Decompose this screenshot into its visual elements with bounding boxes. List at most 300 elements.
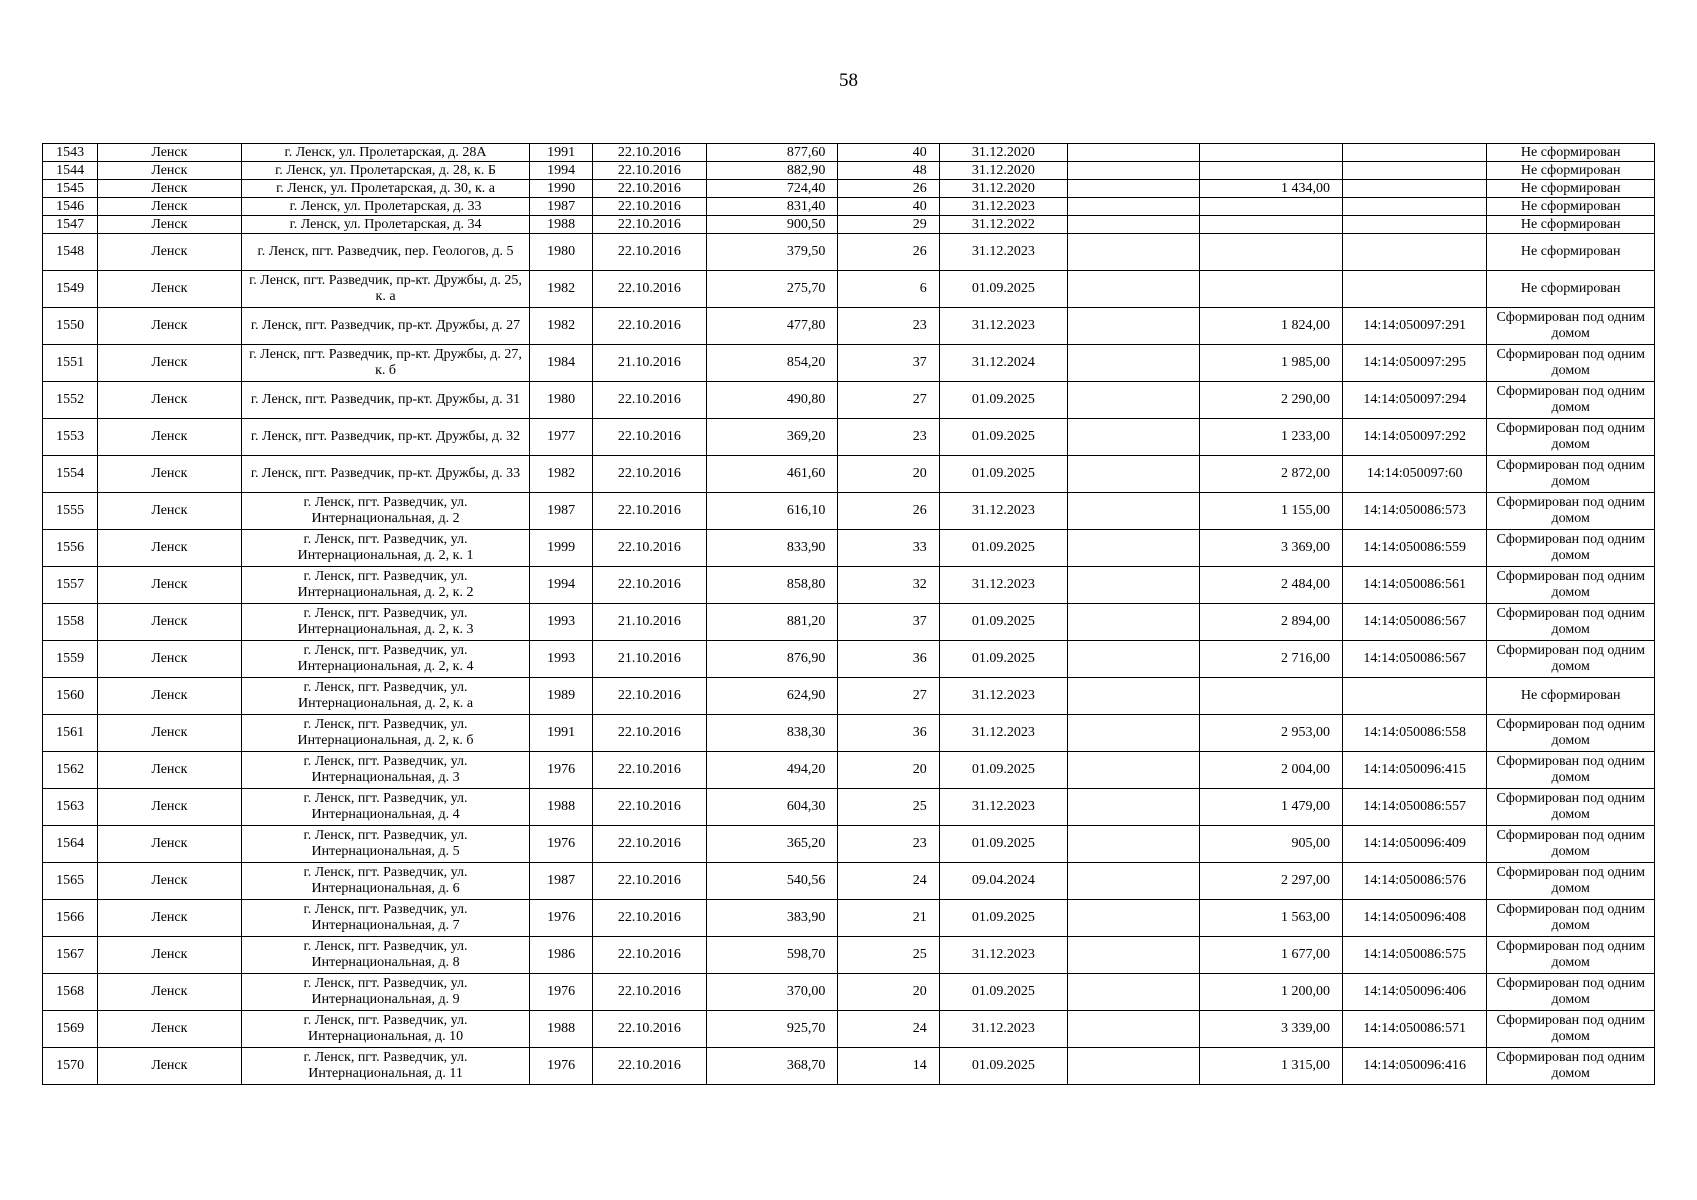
cell-residents-count: 24 — [838, 863, 939, 900]
cell-row-number: 1543 — [43, 144, 98, 162]
cell-survey-date: 22.10.2016 — [592, 1011, 706, 1048]
cell-land-status: Не сформирован — [1487, 234, 1655, 271]
cell-row-number: 1552 — [43, 382, 98, 419]
cell-cadastral-number: 14:14:050086:557 — [1342, 789, 1486, 826]
cell-year-built: 1977 — [530, 419, 592, 456]
cell-year-built: 1989 — [530, 678, 592, 715]
cell-residents-count: 26 — [838, 180, 939, 198]
cell-land-status: Не сформирован — [1487, 678, 1655, 715]
cell-survey-date: 22.10.2016 — [592, 530, 706, 567]
cell-cadastral-number — [1342, 271, 1486, 308]
cell-blank-column — [1068, 382, 1199, 419]
cell-municipality: Ленск — [98, 271, 241, 308]
cell-year-built: 1976 — [530, 1048, 592, 1085]
cell-deadline-date: 01.09.2025 — [939, 530, 1067, 567]
cell-municipality: Ленск — [98, 715, 241, 752]
cell-address: г. Ленск, ул. Пролетарская, д. 28, к. Б — [241, 162, 530, 180]
housing-registry-table — [42, 143, 1655, 1085]
cell-cadastral-number: 14:14:050097:291 — [1342, 308, 1486, 345]
cell-deadline-date: 01.09.2025 — [939, 271, 1067, 308]
cell-address: г. Ленск, пгт. Разведчик, ул. Интернациональная, д. 2, к. б — [241, 715, 530, 752]
cell-residents-count: 25 — [838, 937, 939, 974]
cell-blank-column — [1068, 974, 1199, 1011]
table-row — [43, 900, 1655, 937]
cell-cadastral-number: 14:14:050096:406 — [1342, 974, 1486, 1011]
cell-row-number: 1565 — [43, 863, 98, 900]
cell-address: г. Ленск, пгт. Разведчик, ул. Интернациональная, д. 2, к. 3 — [241, 604, 530, 641]
cell-cadastral-number: 14:14:050096:408 — [1342, 900, 1486, 937]
cell-cadastral-number: 14:14:050097:292 — [1342, 419, 1486, 456]
cell-row-number: 1548 — [43, 234, 98, 271]
cell-deadline-date: 01.09.2025 — [939, 1048, 1067, 1085]
cell-cadastral-number — [1342, 678, 1486, 715]
cell-land-area: 2 953,00 — [1199, 715, 1342, 752]
cell-cadastral-number: 14:14:050086:573 — [1342, 493, 1486, 530]
cell-address: г. Ленск, пгт. Разведчик, ул. Интернациональная, д. 2, к. а — [241, 678, 530, 715]
table-row — [43, 678, 1655, 715]
cell-address: г. Ленск, пгт. Разведчик, пр-кт. Дружбы, д. 32 — [241, 419, 530, 456]
cell-blank-column — [1068, 752, 1199, 789]
cell-land-status: Сформирован под одним домом — [1487, 530, 1655, 567]
table-row — [43, 144, 1655, 162]
cell-total-area: 858,80 — [707, 567, 838, 604]
cell-land-area: 1 985,00 — [1199, 345, 1342, 382]
cell-municipality: Ленск — [98, 974, 241, 1011]
cell-address: г. Ленск, пгт. Разведчик, пер. Геологов, д. 5 — [241, 234, 530, 271]
cell-land-status: Сформирован под одним домом — [1487, 456, 1655, 493]
cell-deadline-date: 01.09.2025 — [939, 900, 1067, 937]
cell-total-area: 724,40 — [707, 180, 838, 198]
cell-row-number: 1570 — [43, 1048, 98, 1085]
cell-total-area: 854,20 — [707, 345, 838, 382]
cell-land-status: Сформирован под одним домом — [1487, 937, 1655, 974]
cell-municipality: Ленск — [98, 1048, 241, 1085]
cell-row-number: 1557 — [43, 567, 98, 604]
cell-total-area: 882,90 — [707, 162, 838, 180]
cell-year-built: 1976 — [530, 974, 592, 1011]
cell-deadline-date: 01.09.2025 — [939, 456, 1067, 493]
cell-municipality: Ленск — [98, 382, 241, 419]
cell-blank-column — [1068, 144, 1199, 162]
cell-survey-date: 21.10.2016 — [592, 604, 706, 641]
cell-blank-column — [1068, 863, 1199, 900]
cell-year-built: 1986 — [530, 937, 592, 974]
cell-land-area: 1 315,00 — [1199, 1048, 1342, 1085]
cell-survey-date: 22.10.2016 — [592, 216, 706, 234]
cell-municipality: Ленск — [98, 826, 241, 863]
cell-municipality: Ленск — [98, 789, 241, 826]
cell-total-area: 831,40 — [707, 198, 838, 216]
cell-survey-date: 22.10.2016 — [592, 271, 706, 308]
cell-land-area — [1199, 678, 1342, 715]
cell-deadline-date: 31.12.2020 — [939, 180, 1067, 198]
cell-blank-column — [1068, 937, 1199, 974]
cell-cadastral-number: 14:14:050086:558 — [1342, 715, 1486, 752]
cell-total-area: 365,20 — [707, 826, 838, 863]
cell-land-status: Сформирован под одним домом — [1487, 900, 1655, 937]
cell-blank-column — [1068, 604, 1199, 641]
cell-blank-column — [1068, 493, 1199, 530]
cell-survey-date: 22.10.2016 — [592, 198, 706, 216]
cell-year-built: 1987 — [530, 493, 592, 530]
cell-address: г. Ленск, пгт. Разведчик, ул. Интернациональная, д. 2, к. 4 — [241, 641, 530, 678]
cell-land-area: 1 677,00 — [1199, 937, 1342, 974]
table-row — [43, 345, 1655, 382]
cell-total-area: 477,80 — [707, 308, 838, 345]
cell-survey-date: 22.10.2016 — [592, 456, 706, 493]
cell-residents-count: 23 — [838, 308, 939, 345]
cell-total-area: 876,90 — [707, 641, 838, 678]
cell-year-built: 1987 — [530, 198, 592, 216]
table-row — [43, 1048, 1655, 1085]
cell-land-area: 1 479,00 — [1199, 789, 1342, 826]
cell-address: г. Ленск, пгт. Разведчик, ул. Интернациональная, д. 11 — [241, 1048, 530, 1085]
cell-total-area: 369,20 — [707, 419, 838, 456]
cell-land-status: Не сформирован — [1487, 198, 1655, 216]
table-row — [43, 198, 1655, 216]
cell-deadline-date: 01.09.2025 — [939, 752, 1067, 789]
table-row — [43, 530, 1655, 567]
cell-year-built: 1994 — [530, 567, 592, 604]
cell-total-area: 833,90 — [707, 530, 838, 567]
table-body — [43, 144, 1655, 1085]
cell-land-area — [1199, 234, 1342, 271]
cell-deadline-date: 31.12.2023 — [939, 715, 1067, 752]
cell-row-number: 1563 — [43, 789, 98, 826]
cell-total-area: 370,00 — [707, 974, 838, 1011]
cell-land-area: 2 872,00 — [1199, 456, 1342, 493]
cell-deadline-date: 31.12.2023 — [939, 493, 1067, 530]
cell-total-area: 900,50 — [707, 216, 838, 234]
cell-address: г. Ленск, ул. Пролетарская, д. 28А — [241, 144, 530, 162]
table-row — [43, 382, 1655, 419]
cell-land-area: 2 297,00 — [1199, 863, 1342, 900]
cell-survey-date: 22.10.2016 — [592, 678, 706, 715]
cell-municipality: Ленск — [98, 345, 241, 382]
cell-total-area: 616,10 — [707, 493, 838, 530]
cell-year-built: 1987 — [530, 863, 592, 900]
cell-municipality: Ленск — [98, 162, 241, 180]
cell-deadline-date: 09.04.2024 — [939, 863, 1067, 900]
cell-survey-date: 22.10.2016 — [592, 863, 706, 900]
table-row — [43, 715, 1655, 752]
cell-survey-date: 21.10.2016 — [592, 641, 706, 678]
cell-blank-column — [1068, 198, 1199, 216]
cell-survey-date: 22.10.2016 — [592, 826, 706, 863]
cell-land-area: 2 716,00 — [1199, 641, 1342, 678]
table-row — [43, 567, 1655, 604]
table-row — [43, 604, 1655, 641]
table-row — [43, 216, 1655, 234]
cell-total-area: 838,30 — [707, 715, 838, 752]
cell-municipality: Ленск — [98, 567, 241, 604]
cell-year-built: 1988 — [530, 216, 592, 234]
cell-year-built: 1982 — [530, 271, 592, 308]
cell-deadline-date: 31.12.2023 — [939, 308, 1067, 345]
cell-year-built: 1984 — [530, 345, 592, 382]
cell-residents-count: 24 — [838, 1011, 939, 1048]
cell-row-number: 1560 — [43, 678, 98, 715]
cell-land-status: Сформирован под одним домом — [1487, 493, 1655, 530]
cell-row-number: 1567 — [43, 937, 98, 974]
cell-year-built: 1991 — [530, 144, 592, 162]
cell-land-status: Не сформирован — [1487, 162, 1655, 180]
cell-address: г. Ленск, пгт. Разведчик, ул. Интернациональная, д. 2, к. 1 — [241, 530, 530, 567]
cell-residents-count: 6 — [838, 271, 939, 308]
cell-municipality: Ленск — [98, 180, 241, 198]
cell-year-built: 1991 — [530, 715, 592, 752]
cell-residents-count: 20 — [838, 752, 939, 789]
cell-survey-date: 22.10.2016 — [592, 752, 706, 789]
cell-total-area: 383,90 — [707, 900, 838, 937]
cell-land-status: Сформирован под одним домом — [1487, 567, 1655, 604]
table-row — [43, 180, 1655, 198]
cell-land-status: Сформирован под одним домом — [1487, 826, 1655, 863]
cell-municipality: Ленск — [98, 198, 241, 216]
cell-survey-date: 22.10.2016 — [592, 937, 706, 974]
cell-municipality: Ленск — [98, 900, 241, 937]
cell-municipality: Ленск — [98, 678, 241, 715]
cell-land-status: Сформирован под одним домом — [1487, 1011, 1655, 1048]
cell-blank-column — [1068, 678, 1199, 715]
cell-land-status: Сформирован под одним домом — [1487, 1048, 1655, 1085]
cell-land-area: 1 563,00 — [1199, 900, 1342, 937]
cell-row-number: 1556 — [43, 530, 98, 567]
cell-land-status: Сформирован под одним домом — [1487, 604, 1655, 641]
cell-cadastral-number: 14:14:050086:576 — [1342, 863, 1486, 900]
table-row — [43, 493, 1655, 530]
cell-year-built: 1982 — [530, 456, 592, 493]
table-row — [43, 308, 1655, 345]
cell-land-area — [1199, 162, 1342, 180]
cell-residents-count: 20 — [838, 456, 939, 493]
cell-row-number: 1559 — [43, 641, 98, 678]
cell-total-area: 275,70 — [707, 271, 838, 308]
cell-deadline-date: 31.12.2024 — [939, 345, 1067, 382]
cell-address: г. Ленск, пгт. Разведчик, ул. Интернациональная, д. 2 — [241, 493, 530, 530]
cell-blank-column — [1068, 1048, 1199, 1085]
table-row — [43, 863, 1655, 900]
cell-survey-date: 22.10.2016 — [592, 789, 706, 826]
cell-address: г. Ленск, ул. Пролетарская, д. 34 — [241, 216, 530, 234]
cell-address: г. Ленск, пгт. Разведчик, ул. Интернациональная, д. 3 — [241, 752, 530, 789]
cell-year-built: 1988 — [530, 789, 592, 826]
cell-blank-column — [1068, 900, 1199, 937]
cell-cadastral-number — [1342, 198, 1486, 216]
cell-residents-count: 40 — [838, 198, 939, 216]
cell-residents-count: 26 — [838, 493, 939, 530]
cell-address: г. Ленск, пгт. Разведчик, пр-кт. Дружбы, д. 33 — [241, 456, 530, 493]
table-row — [43, 974, 1655, 1011]
cell-address: г. Ленск, пгт. Разведчик, пр-кт. Дружбы, д. 25, к. а — [241, 271, 530, 308]
cell-cadastral-number: 14:14:050096:409 — [1342, 826, 1486, 863]
cell-municipality: Ленск — [98, 937, 241, 974]
cell-land-status: Сформирован под одним домом — [1487, 345, 1655, 382]
cell-residents-count: 23 — [838, 419, 939, 456]
table-row — [43, 789, 1655, 826]
cell-survey-date: 22.10.2016 — [592, 382, 706, 419]
cell-residents-count: 48 — [838, 162, 939, 180]
cell-cadastral-number — [1342, 180, 1486, 198]
cell-year-built: 1988 — [530, 1011, 592, 1048]
cell-address: г. Ленск, пгт. Разведчик, пр-кт. Дружбы, д. 27 — [241, 308, 530, 345]
cell-land-status: Не сформирован — [1487, 216, 1655, 234]
cell-blank-column — [1068, 789, 1199, 826]
cell-row-number: 1569 — [43, 1011, 98, 1048]
cell-land-status: Сформирован под одним домом — [1487, 715, 1655, 752]
cell-blank-column — [1068, 641, 1199, 678]
cell-municipality: Ленск — [98, 144, 241, 162]
cell-total-area: 624,90 — [707, 678, 838, 715]
cell-year-built: 1993 — [530, 641, 592, 678]
cell-row-number: 1555 — [43, 493, 98, 530]
cell-deadline-date: 31.12.2023 — [939, 937, 1067, 974]
cell-cadastral-number: 14:14:050097:60 — [1342, 456, 1486, 493]
cell-residents-count: 21 — [838, 900, 939, 937]
cell-land-area: 3 339,00 — [1199, 1011, 1342, 1048]
cell-row-number: 1551 — [43, 345, 98, 382]
cell-row-number: 1561 — [43, 715, 98, 752]
table-row — [43, 937, 1655, 974]
cell-total-area: 490,80 — [707, 382, 838, 419]
cell-row-number: 1564 — [43, 826, 98, 863]
cell-total-area: 540,56 — [707, 863, 838, 900]
cell-land-status: Не сформирован — [1487, 144, 1655, 162]
cell-blank-column — [1068, 162, 1199, 180]
cell-land-area: 905,00 — [1199, 826, 1342, 863]
cell-residents-count: 23 — [838, 826, 939, 863]
cell-residents-count: 27 — [838, 678, 939, 715]
cell-total-area: 379,50 — [707, 234, 838, 271]
cell-deadline-date: 31.12.2023 — [939, 234, 1067, 271]
cell-residents-count: 36 — [838, 715, 939, 752]
cell-survey-date: 22.10.2016 — [592, 308, 706, 345]
cell-land-status: Сформирован под одним домом — [1487, 308, 1655, 345]
cell-land-area — [1199, 216, 1342, 234]
cell-land-area: 2 894,00 — [1199, 604, 1342, 641]
cell-row-number: 1546 — [43, 198, 98, 216]
cell-residents-count: 27 — [838, 382, 939, 419]
cell-survey-date: 22.10.2016 — [592, 974, 706, 1011]
cell-blank-column — [1068, 419, 1199, 456]
cell-blank-column — [1068, 456, 1199, 493]
cell-residents-count: 33 — [838, 530, 939, 567]
cell-land-status: Сформирован под одним домом — [1487, 641, 1655, 678]
cell-address: г. Ленск, пгт. Разведчик, ул. Интернациональная, д. 6 — [241, 863, 530, 900]
cell-year-built: 1980 — [530, 234, 592, 271]
cell-blank-column — [1068, 567, 1199, 604]
table-row — [43, 456, 1655, 493]
cell-land-status: Не сформирован — [1487, 180, 1655, 198]
cell-row-number: 1549 — [43, 271, 98, 308]
cell-land-area: 1 434,00 — [1199, 180, 1342, 198]
cell-deadline-date: 31.12.2022 — [939, 216, 1067, 234]
cell-deadline-date: 01.09.2025 — [939, 382, 1067, 419]
cell-cadastral-number: 14:14:050086:571 — [1342, 1011, 1486, 1048]
page-number: 58 — [839, 70, 858, 91]
cell-total-area: 494,20 — [707, 752, 838, 789]
cell-cadastral-number: 14:14:050086:559 — [1342, 530, 1486, 567]
cell-deadline-date: 01.09.2025 — [939, 641, 1067, 678]
cell-land-status: Не сформирован — [1487, 271, 1655, 308]
cell-address: г. Ленск, пгт. Разведчик, ул. Интернациональная, д. 7 — [241, 900, 530, 937]
table-row — [43, 641, 1655, 678]
cell-row-number: 1568 — [43, 974, 98, 1011]
cell-land-area: 1 233,00 — [1199, 419, 1342, 456]
cell-cadastral-number — [1342, 162, 1486, 180]
cell-land-status: Сформирован под одним домом — [1487, 752, 1655, 789]
cell-land-area: 2 484,00 — [1199, 567, 1342, 604]
cell-cadastral-number: 14:14:050096:416 — [1342, 1048, 1486, 1085]
cell-cadastral-number: 14:14:050086:561 — [1342, 567, 1486, 604]
cell-municipality: Ленск — [98, 1011, 241, 1048]
cell-address: г. Ленск, ул. Пролетарская, д. 33 — [241, 198, 530, 216]
cell-residents-count: 14 — [838, 1048, 939, 1085]
cell-blank-column — [1068, 1011, 1199, 1048]
cell-cadastral-number: 14:14:050096:415 — [1342, 752, 1486, 789]
cell-residents-count: 29 — [838, 216, 939, 234]
cell-residents-count: 25 — [838, 789, 939, 826]
cell-cadastral-number: 14:14:050097:294 — [1342, 382, 1486, 419]
cell-year-built: 1980 — [530, 382, 592, 419]
cell-address: г. Ленск, пгт. Разведчик, ул. Интернациональная, д. 5 — [241, 826, 530, 863]
cell-survey-date: 22.10.2016 — [592, 567, 706, 604]
table-row — [43, 826, 1655, 863]
cell-address: г. Ленск, ул. Пролетарская, д. 30, к. а — [241, 180, 530, 198]
cell-land-status: Сформирован под одним домом — [1487, 863, 1655, 900]
table-row — [43, 234, 1655, 271]
cell-year-built: 1976 — [530, 900, 592, 937]
cell-row-number: 1553 — [43, 419, 98, 456]
cell-total-area: 461,60 — [707, 456, 838, 493]
cell-row-number: 1544 — [43, 162, 98, 180]
table-row — [43, 271, 1655, 308]
cell-survey-date: 22.10.2016 — [592, 180, 706, 198]
cell-cadastral-number: 14:14:050086:567 — [1342, 604, 1486, 641]
cell-row-number: 1547 — [43, 216, 98, 234]
cell-total-area: 598,70 — [707, 937, 838, 974]
cell-land-area — [1199, 198, 1342, 216]
cell-deadline-date: 31.12.2023 — [939, 789, 1067, 826]
cell-blank-column — [1068, 530, 1199, 567]
cell-survey-date: 22.10.2016 — [592, 234, 706, 271]
cell-blank-column — [1068, 826, 1199, 863]
cell-deadline-date: 31.12.2023 — [939, 198, 1067, 216]
cell-deadline-date: 01.09.2025 — [939, 974, 1067, 1011]
cell-cadastral-number — [1342, 216, 1486, 234]
cell-land-status: Сформирован под одним домом — [1487, 789, 1655, 826]
cell-blank-column — [1068, 180, 1199, 198]
cell-land-area: 3 369,00 — [1199, 530, 1342, 567]
cell-land-status: Сформирован под одним домом — [1487, 974, 1655, 1011]
cell-year-built: 1990 — [530, 180, 592, 198]
cell-year-built: 1993 — [530, 604, 592, 641]
cell-address: г. Ленск, пгт. Разведчик, пр-кт. Дружбы, д. 27, к. б — [241, 345, 530, 382]
cell-municipality: Ленск — [98, 641, 241, 678]
cell-year-built: 1976 — [530, 826, 592, 863]
cell-land-area: 2 290,00 — [1199, 382, 1342, 419]
cell-address: г. Ленск, пгт. Разведчик, ул. Интернациональная, д. 2, к. 2 — [241, 567, 530, 604]
table-row — [43, 419, 1655, 456]
cell-total-area: 877,60 — [707, 144, 838, 162]
cell-blank-column — [1068, 216, 1199, 234]
cell-blank-column — [1068, 234, 1199, 271]
cell-deadline-date: 01.09.2025 — [939, 826, 1067, 863]
cell-municipality: Ленск — [98, 530, 241, 567]
cell-blank-column — [1068, 308, 1199, 345]
cell-residents-count: 20 — [838, 974, 939, 1011]
cell-year-built: 1982 — [530, 308, 592, 345]
